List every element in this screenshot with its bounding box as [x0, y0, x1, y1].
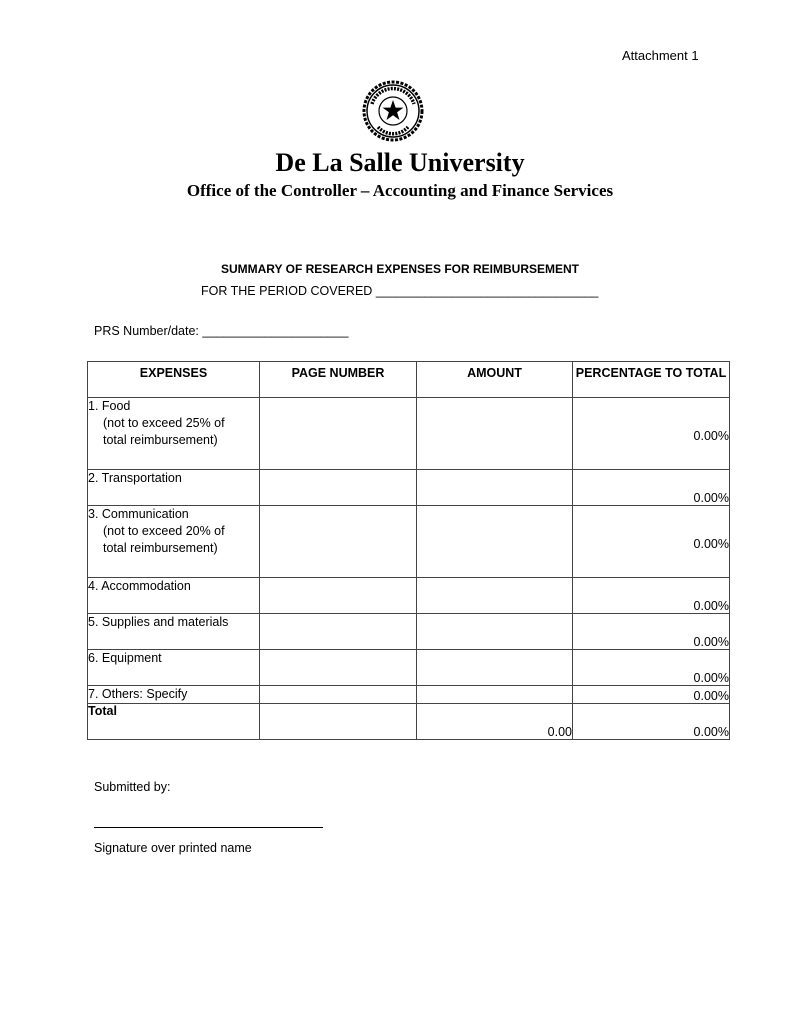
page-number-cell[interactable]: [260, 506, 417, 578]
percentage-cell: 0.00%: [573, 398, 730, 470]
amount-cell[interactable]: [417, 614, 573, 650]
amount-cell[interactable]: [417, 650, 573, 686]
percentage-cell: 0.00%: [573, 686, 730, 704]
expense-label: [88, 614, 260, 650]
expense-name: 1. Food: [88, 399, 131, 413]
expense-label: [88, 578, 260, 614]
signature-line[interactable]: [94, 827, 323, 828]
table-row: [88, 470, 730, 506]
header-expenses: EXPENSES: [88, 362, 260, 398]
expense-name: 3. Communication: [88, 507, 189, 521]
amount-cell[interactable]: [417, 470, 573, 506]
table-header-row: [88, 362, 730, 398]
table-row: [88, 686, 730, 704]
amount-cell[interactable]: [417, 578, 573, 614]
expense-note: total reimbursement): [103, 541, 218, 555]
table-row: [88, 398, 730, 470]
period-covered: [201, 284, 598, 298]
total-label: Total: [88, 704, 260, 740]
total-row: [88, 704, 730, 740]
page-number-cell[interactable]: [260, 614, 417, 650]
signature-label: Signature over printed name: [94, 841, 252, 855]
percentage-cell: 0.00%: [573, 578, 730, 614]
page-number-cell[interactable]: [260, 650, 417, 686]
percentage-cell: 0.00%: [573, 506, 730, 578]
amount-cell[interactable]: [417, 506, 573, 578]
period-label: FOR THE PERIOD COVERED: [201, 284, 373, 298]
university-seal: [362, 80, 424, 142]
prs-number-date: [94, 324, 348, 338]
page-number-cell[interactable]: [260, 470, 417, 506]
percentage-cell: 0.00%: [573, 614, 730, 650]
page-number-cell[interactable]: [260, 578, 417, 614]
header-page-number: PAGE NUMBER: [260, 362, 417, 398]
table-row: [88, 614, 730, 650]
form-title: SUMMARY OF RESEARCH EXPENSES FOR REIMBURSEMENT: [220, 262, 580, 276]
period-blank[interactable]: ________________________________: [375, 284, 599, 298]
expense-name: 4. Accommodation: [88, 579, 191, 593]
prs-label: PRS Number/date:: [94, 324, 199, 338]
expense-label: [88, 686, 260, 704]
expenses-table: [87, 361, 730, 740]
expense-note: total reimbursement): [103, 433, 218, 447]
amount-cell[interactable]: [417, 398, 573, 470]
star-seal-icon: [362, 80, 424, 142]
table-row: [88, 506, 730, 578]
total-percentage: 0.00%: [573, 704, 730, 740]
percentage-cell: 0.00%: [573, 650, 730, 686]
page-number-cell[interactable]: [260, 686, 417, 704]
expense-label: [88, 398, 260, 470]
expense-label: [88, 650, 260, 686]
submitted-by-label: Submitted by:: [94, 780, 171, 794]
university-name: De La Salle University: [275, 148, 525, 177]
page-number-cell[interactable]: [260, 398, 417, 470]
table-row: [88, 578, 730, 614]
attachment-label: Attachment 1: [622, 48, 699, 63]
expense-label: [88, 506, 260, 578]
percentage-cell: 0.00%: [573, 470, 730, 506]
table-row: [88, 650, 730, 686]
expense-note: (not to exceed 25% of: [103, 416, 225, 430]
expense-label: [88, 470, 260, 506]
total-amount: 0.00: [417, 704, 573, 740]
page-number-cell: [260, 704, 417, 740]
expense-name: 2. Transportation: [88, 471, 182, 485]
amount-cell[interactable]: [417, 686, 573, 704]
expense-note: (not to exceed 20% of: [103, 524, 225, 538]
expense-name: 6. Equipment: [88, 651, 162, 665]
expense-name: 7. Others: Specify: [88, 687, 188, 701]
header-percentage: PERCENTAGE TO TOTAL: [573, 362, 730, 398]
prs-blank[interactable]: _____________________: [202, 324, 349, 338]
office-name: Office of the Controller – Accounting and Finance Services: [186, 181, 614, 200]
header-amount: AMOUNT: [417, 362, 573, 398]
expense-name: 5. Supplies and materials: [88, 615, 229, 629]
